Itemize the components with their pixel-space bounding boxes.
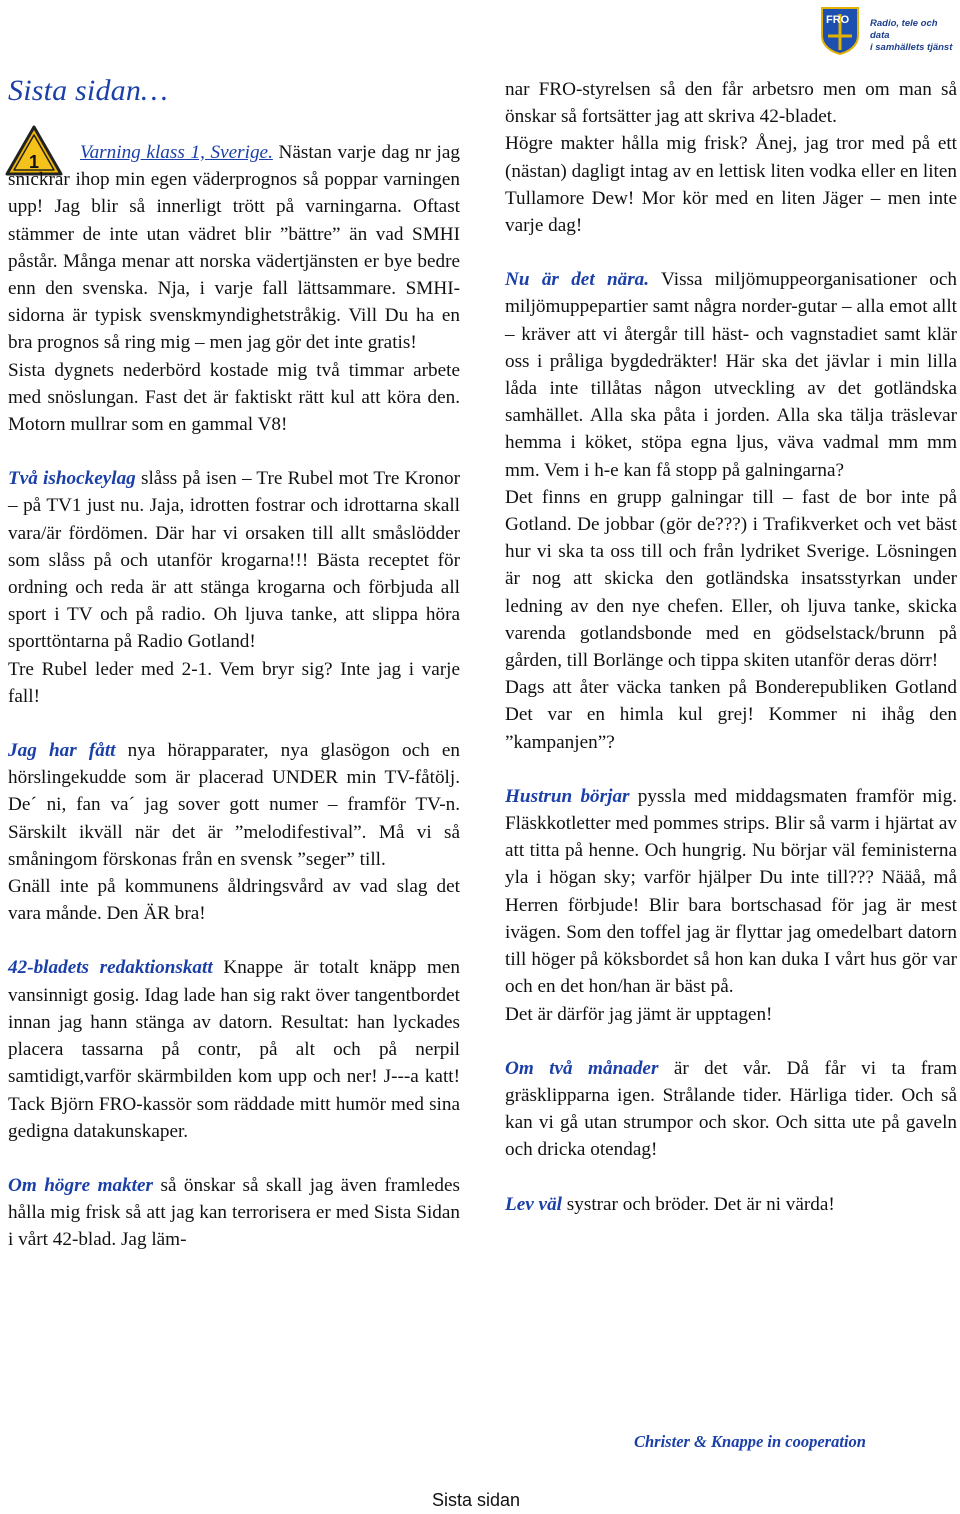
paragraph-body: Nästan varje dag nr jag snickrar ihop min egen väderprognos så poppar varningen upp! Jag blir så innerligt trött på varningarna. Oftast stämmer de inte utan vädret blir ”bättre” än vad SMHI påstår. Många menar att norska vädertjänsten er bye bedre enn den svenska. Nja, i varje fall lättsammare. SMHI-sidorna är typisk svenskmyndighetstråkig. Vill Du ha en bra prognos så ring mig – men jag gör det inte gratis! (8, 142, 460, 354)
paragraph-fro-styrelsen: nar FRO-styrelsen så den får arbetsro men om man så önskar så fortsätter jag att skriva 42-bladet. (505, 79, 957, 128)
paragraph-body: Knappe är totalt knäpp men vansinnigt gosig. Idag lade han sig rakt över tangentbordet innan jag hann stänga av datorn. Resultat: han lyckades placera tassarna på contr, på alt och på nerpil samtidigt,varför skärmbilden kom upp och ner! J---a katt! Tack Björn FRO-kassör som räddade mitt humör med sina gedigna datakunskaper. (8, 957, 460, 1142)
paragraph-body: nya hörapparater, nya glasögon och en hörslingekudde som är placerad UNDER min TV-fåtölj. De´ ni, fan va´ jag sover gott numer – framför TV-n. Särskilt ikväll när det är ”melodifestival”. Må vi så småningom förskonas från en svensk ”seger” till. (8, 740, 460, 870)
paragraph-frisk: Högre makter hålla mig frisk? Ånej, jag tror med på ett (nästan) dagligt intag av en lettisk liten vodka eller en liten Tullamore Dew! Mor kör med en liten Jäger – men inte varje dag! (505, 133, 957, 237)
logo-abbr: FRO (826, 14, 850, 26)
left-column (8, 139, 460, 1254)
paragraph-body: är det vår. Då får vi ta fram gräsklipparna igen. Strålande tider. Härliga tider. Och så kan vi gå utan strumpor och skor. Och sitta ute på gaveln och dricka otendag! (505, 1057, 957, 1161)
paragraph-tre-rubel: Tre Rubel leder med 2-1. Vem bryr sig? Inte jag i varje fall! (8, 658, 460, 707)
paragraph-redaktionskatt (8, 954, 460, 1144)
paragraph-upptagen: Det är därför jag jämt är upptagen! (505, 1003, 773, 1025)
paragraph-body: Vissa miljömuppeorganisationer och miljömuppepartier samt några norder-gutar – alla emot allt – kräver att vi återgår till häst- och vagnstadiet samt klär oss i pråliga bygdedräkter! Här ska det jävlar i min lilla låda inte tillåtas någon utveckling av det gotländska samhället. Alla ska påta i jorden. Alla ska tälja träslevar hemma i köket, stöpa egna ljus, väva vadmal mm mm mm. Vem i h-e kan få stopp på galningarna? (505, 269, 957, 481)
logo-text (870, 18, 954, 54)
warning-icon-number: 1 (28, 152, 40, 172)
paragraph-lev-val (505, 1191, 957, 1218)
paragraph-ishockey (8, 465, 460, 655)
paragraph-lead: Hustrun börjar (505, 785, 630, 807)
paragraph-body: slåss på isen – Tre Rubel mot Tre Kronor – på TV1 just nu. Jaja, idrotten fostrar och idrottarna skall vara/är fördömen. Där har vi orsaken till allt småslödder som slåss på och utanför krogarna!!! Bästa receptet för ordning och reda är att stänga krogarna och förbjuda all sport i TV och på radio. Oh ljuva tanke, att slippa höra sporttöntarna på Radio Gotland! (8, 468, 460, 653)
paragraph-lead: Två ishockeylag (8, 468, 136, 490)
right-column (505, 76, 957, 1218)
paragraph-trafikverket: Det finns en grupp galningar till – fast de bor inte på Gotland. De jobbar (gör de???) i Trafikverket och vet bäst hur vi ska ta oss till och från lydriket Sverige. Lösningen är nog att skicka den gotländska insatsstyrkan under ledning av den nye chefen. Eller, oh ljuva tanke, skicka varenda gotlandsbonde med en gödselstack/brunn på gården, till Borlänge och tippa skiten utanför deras dörr! (505, 486, 957, 672)
logo-line-2: i samhällets tjänst (870, 42, 953, 53)
paragraph-horapparater (8, 737, 460, 873)
paragraph-tva-manader (505, 1055, 957, 1164)
paragraph-varning (8, 139, 460, 357)
paragraph-lead: Om högre makter (8, 1174, 153, 1196)
signature: Christer & Knappe in cooperation (634, 1432, 866, 1451)
paragraph-bonderepubliken: Dags att åter väcka tanken på Bonderepubliken Gotland Det var en himla kul grej! Kommer ni ihåg den ”kampanjen”? (505, 677, 957, 753)
paragraph-snoslungan: Sista dygnets nederbörd kostade mig två timmar arbete med snöslungan. Fast det är faktiskt rätt kul att köra den. Motorn mullrar som en gammal V8! (8, 359, 460, 436)
paragraph-hogre-makter (8, 1172, 460, 1254)
paragraph-hustrun (505, 783, 957, 1001)
page-title: Sista sidan… (8, 74, 168, 107)
paragraph-lead: Varning klass 1, Sverige. (80, 142, 273, 163)
page-footer: Sista sidan (432, 1490, 521, 1510)
paragraph-lead: Lev väl (505, 1193, 562, 1215)
paragraph-lead: Nu är det nära. (505, 269, 650, 291)
paragraph-body: systrar och bröder. Det är ni värda! (562, 1193, 835, 1215)
paragraph-nu-ar-det-nara (505, 266, 957, 484)
paragraph-lead: Jag har fått (8, 740, 116, 762)
paragraph-lead: 42-bladets redaktionskatt (8, 957, 213, 979)
paragraph-body: så önskar så skall jag även framledes hålla mig frisk så att jag kan terrorisera er med Sista Sidan i vårt 42-blad. Jag läm- (8, 1174, 460, 1251)
logo-line-1: Radio, tele och data (870, 18, 938, 41)
fro-shield-icon (818, 6, 874, 56)
fro-logo (818, 6, 952, 56)
paragraph-lead: Om två månader (505, 1057, 659, 1079)
paragraph-aldringsvard: Gnäll inte på kommunens åldringsvård av vad slag det vara månde. Den ÄR bra! (8, 876, 460, 925)
paragraph-body: pyssla med middagsmaten framför mig. Fläskkotletter med pommes strips. Blir så varm i hjärtat av att titta på henne. Och hungrig. Nu börjar väl feministerna yla i högan sky; varför hjälper Du inte till??? Nääå, må Herren förbjude! Blir bara bortschasad för jag är mest ivägen. Som den toffel jag är flyttar jag omedelbart datorn till höger på köksbordet så hon kan duka I vårt hus gör var och en det hon/han är bäst på. (505, 785, 957, 998)
